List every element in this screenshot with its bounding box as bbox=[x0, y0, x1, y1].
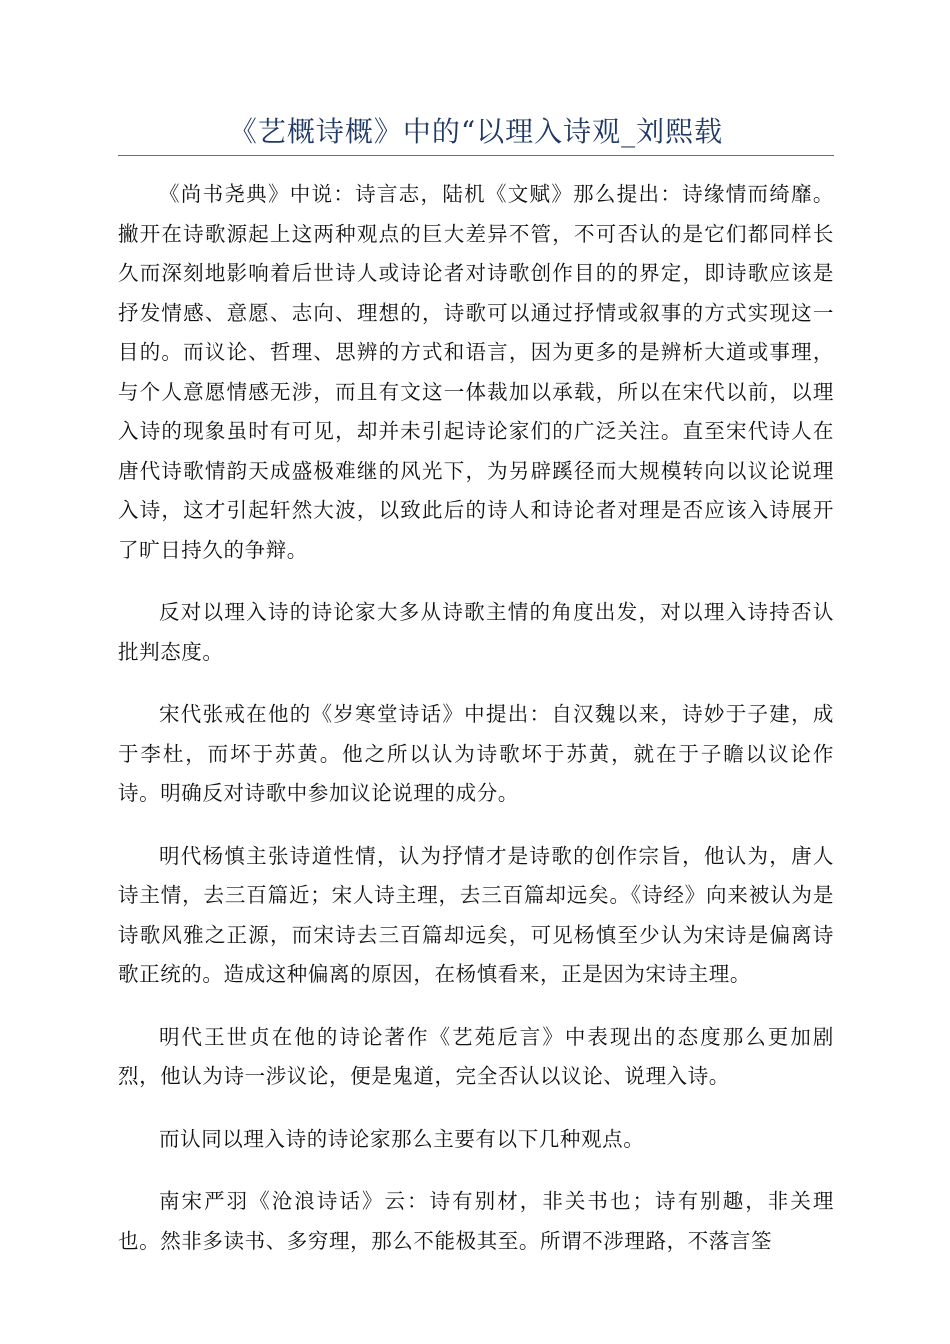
document-body bbox=[118, 175, 834, 1284]
paragraph-7: 南宋严羽《沧浪诗话》云：诗有别材，非关书也；诗有别趣，非关理也。然非多读书、多穷理，那么不能极其至。所谓不涉理路，不落言筌 bbox=[118, 1189, 834, 1253]
paragraph-1: 《尚书尧典》中说：诗言志，陆机《文赋》那么提出：诗缘情而绮靡。撇开在诗歌源起上这两种观点的巨大差异不管，不可否认的是它们都同样长久而深刻地影响着后世诗人或诗论者对诗歌创作目的的界定，即诗歌应该是抒发情感、意愿、志向、理想的，诗歌可以通过抒情或叙事的方式实现这一目的。而议论、哲理、思辨的方式和语言，因为更多的是辨析大道或事理，与个人意愿情感无涉，而且有文这一体裁加以承载，所以在宋代以前，以理入诗的现象虽时有可见，却并未引起诗论家们的广泛关注。直至宋代诗人在唐代诗歌情韵天成盛极难继的风光下，为另辟蹊径而大规模转向以议论说理入诗，这才引起轩然大波，以致此后的诗人和诗论者对理是否应该入诗展开了旷日持久的争辩。 bbox=[118, 182, 834, 562]
paragraph-5: 明代王世贞在他的诗论著作《艺苑卮言》中表现出的态度那么更加剧烈，他认为诗一涉议论，便是鬼道，完全否认以议论、说理入诗。 bbox=[118, 1024, 834, 1088]
paragraph-3: 宋代张戒在他的《岁寒堂诗话》中提出：自汉魏以来，诗妙于子建，成于李杜，而坏于苏黄。他之所以认为诗歌坏于苏黄，就在于子瞻以议论作诗。明确反对诗歌中参加议论说理的成分。 bbox=[118, 702, 834, 805]
title-underline bbox=[118, 155, 834, 156]
document-title: 《艺概诗概》中的“以理入诗观_刘熙载 bbox=[228, 115, 724, 148]
paragraph-2: 反对以理入诗的诗论家大多从诗歌主情的角度出发，对以理入诗持否认批判态度。 bbox=[118, 600, 834, 664]
paragraph-4: 明代杨慎主张诗道性情，认为抒情才是诗歌的创作宗旨，他认为，唐人诗主情，去三百篇近；宋人诗主理，去三百篇却远矣。《诗经》向来被认为是诗歌风雅之正源，而宋诗去三百篇却远矣，可见杨慎至少认为宋诗是偏离诗歌正统的。造成这种偏离的原因，在杨慎看来，正是因为宋诗主理。 bbox=[118, 843, 834, 986]
paragraph-6: 而认同以理入诗的诗论家那么主要有以下几种观点。 bbox=[159, 1126, 645, 1151]
